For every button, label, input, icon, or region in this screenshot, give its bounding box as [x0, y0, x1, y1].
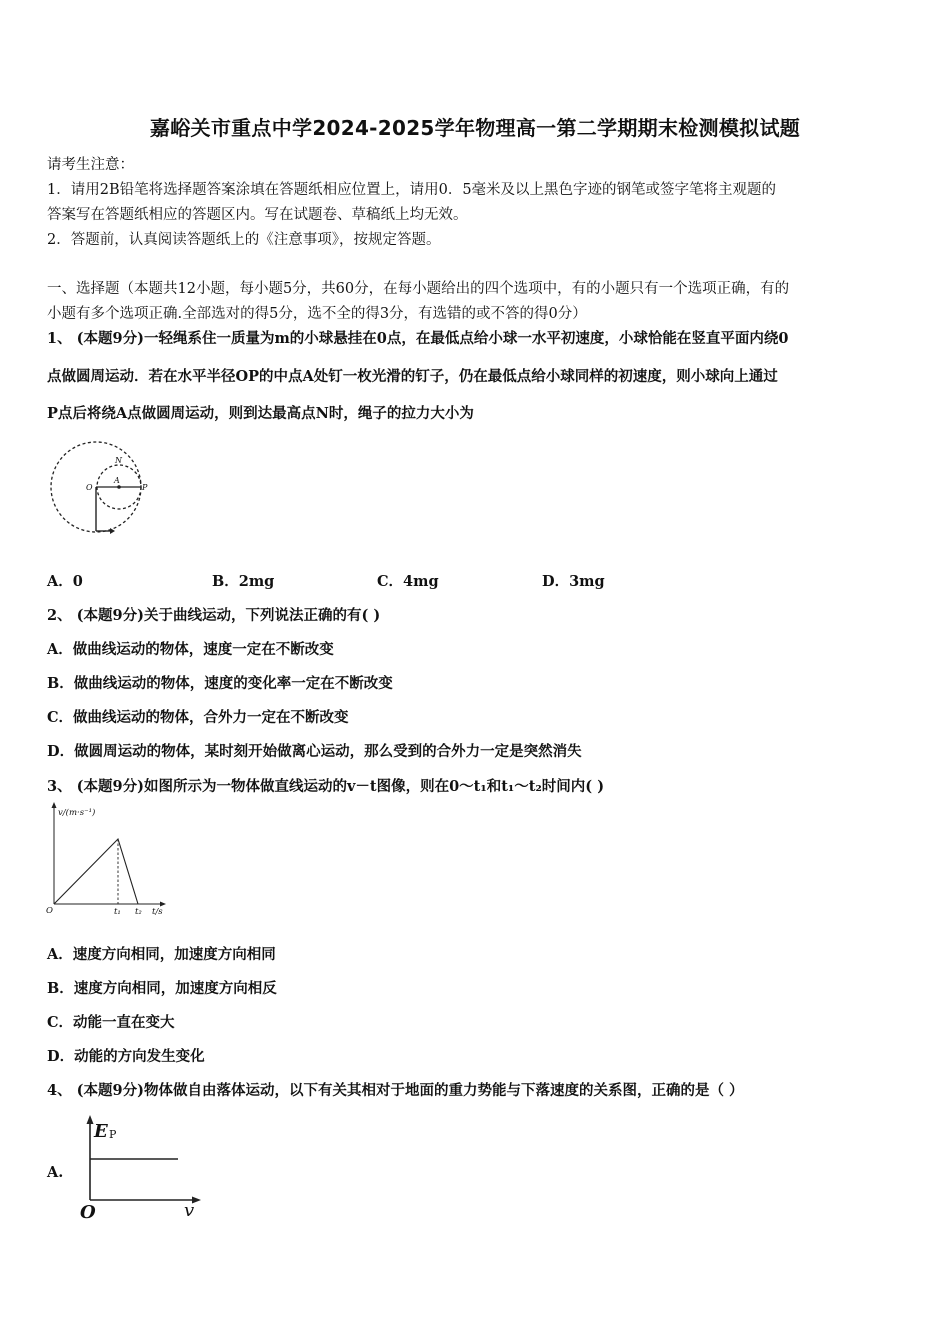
x-axis-arrow [160, 902, 166, 907]
page-title: 嘉峪关市重点中学2024-2025学年物理高一第二学期期末检测模拟试题 [149, 116, 801, 140]
label-n: N [115, 456, 122, 465]
y-axis-label: v/(m·s⁻¹) [58, 808, 96, 818]
q1-stem: P点后将绕A点做圆周运动，则到达最高点N时，绳子的拉力大小为 [47, 405, 474, 422]
q2-option-c: C．做曲线运动的物体，合外力一定在不断改变 [47, 709, 349, 726]
y-axis-label: E [94, 1121, 108, 1142]
notice-item: 答案写在答题纸相应的答题区内。写在试题卷、草稿纸上均无效。 [47, 207, 468, 223]
q1-stem: 1、 (本题9分)一轻绳系住一质量为m的小球悬挂在0点，在最低点给小球一水平初速度，小球恰能在竖直平面内绕0 [47, 330, 789, 347]
origin-label: O [80, 1202, 96, 1223]
q2-option-b: B．做曲线运动的物体，速度的变化率一定在不断改变 [47, 675, 393, 692]
q1-option-c: C．4mg [377, 573, 439, 590]
origin-label: O [46, 906, 53, 916]
section-heading: 一、选择题（本题共12小题，每小题5分，共60分，在每小题给出的四个选项中，有的小题只有一个选项正确，有的 [47, 281, 790, 297]
q2-option-a: A．做曲线运动的物体，速度一定在不断改变 [47, 641, 334, 658]
q3-option-d: D．动能的方向发生变化 [47, 1048, 205, 1065]
section-heading-cont: 小题有多个选项正确.全部选对的得5分，选不全的得3分，有选错的或不答的得0分） [47, 306, 587, 322]
notice-item: 2．答题前，认真阅读答题纸上的《注意事项》，按规定答题。 [47, 232, 441, 248]
label-p: P [142, 483, 148, 492]
q3-vt-graph [44, 800, 174, 920]
label-a: A [114, 476, 120, 485]
q2-stem: 2、 (本题9分)关于曲线运动，下列说法正确的有( ) [47, 607, 381, 624]
q1-stem: 点做圆周运动．若在水平半径OP的中点A处钉一枚光滑的钉子，仍在最低点给小球同样的初速度，则小球向上通过 [47, 368, 778, 385]
notice-heading: 请考生注意： [47, 157, 134, 173]
t1-label: t₁ [114, 907, 121, 917]
pin-a [117, 485, 121, 489]
q1-option-b: B．2mg [212, 573, 275, 590]
y-axis-subscript: P [109, 1128, 117, 1141]
velocity-arrowhead [110, 528, 115, 534]
x-axis-label: t/s [152, 907, 163, 917]
q4-ep-v-graph [76, 1112, 206, 1222]
label-o: O [86, 483, 93, 492]
q1-option-d: D．3mg [542, 573, 605, 590]
q3-stem: 3、 (本题9分)如图所示为一物体做直线运动的v－t图像，则在0～t₁和t₁～t₂时间内( ) [47, 778, 605, 795]
q3-option-a: A．速度方向相同，加速度方向相同 [47, 946, 276, 963]
vt-line [54, 839, 138, 904]
q2-option-d: D．做圆周运动的物体，某时刻开始做离心运动，那么受到的合外力一定是突然消失 [47, 743, 582, 760]
q4-option-a-label: A. [47, 1164, 64, 1181]
notice-item: 1．请用2B铅笔将选择题答案涂填在答题纸相应位置上，请用0．5毫米及以上黑色字迹的钢笔或签字笔将主观题的 [47, 182, 777, 198]
x-axis-label: v [184, 1200, 195, 1221]
q3-option-c: C．动能一直在变大 [47, 1014, 175, 1031]
q3-option-b: B．速度方向相同，加速度方向相反 [47, 980, 277, 997]
y-axis-arrow [87, 1115, 94, 1124]
q1-option-a: A．0 [47, 573, 83, 590]
y-axis-arrow [52, 802, 57, 808]
t2-label: t₂ [135, 907, 142, 917]
q4-stem: 4、 (本题9分)物体做自由落体运动，以下有关其相对于地面的重力势能与下落速度的关系图，正确的是（ ） [47, 1082, 744, 1099]
q1-circle-figure [48, 440, 158, 540]
